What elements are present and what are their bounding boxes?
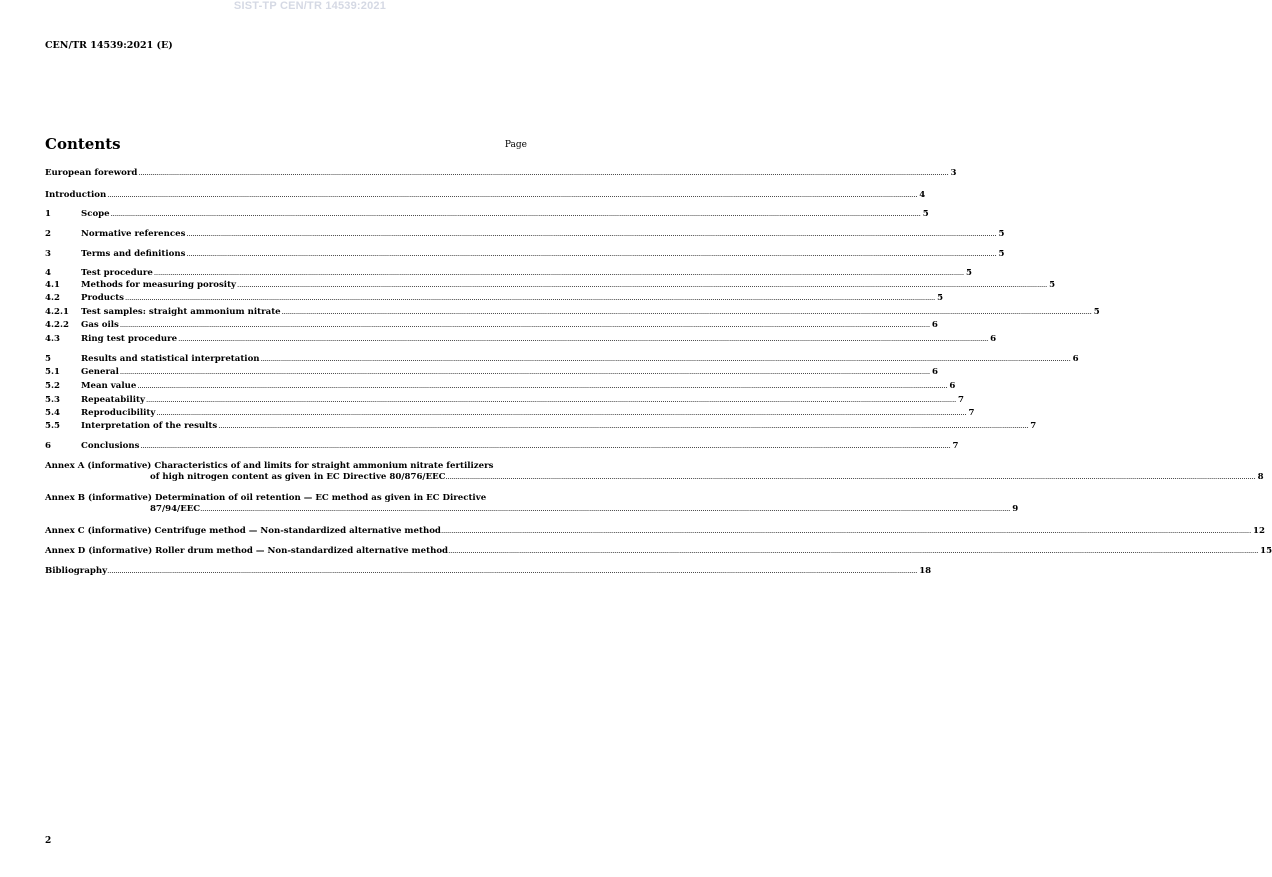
leader-dots: ................................................................................................................................................................................................................................................................................................................................................................................................................ <box>140 442 951 450</box>
toc-entry-title: Scope <box>81 209 110 219</box>
leader-dots: ................................................................................................................................................................................................................................................................................................................................................................................................................ <box>178 335 989 343</box>
toc-entry[interactable] <box>45 249 1005 260</box>
toc-entry-title: Reproducibility <box>81 408 156 418</box>
toc-entry-page: 5 <box>937 293 944 303</box>
toc-entry-title: General <box>81 367 119 377</box>
toc-entry-page: 7 <box>958 395 964 405</box>
leader-dots: ................................................................................................................................................................................................................................................................................................................................................................................................................ <box>448 547 1259 555</box>
toc-entry-page: 9 <box>1012 504 1019 514</box>
toc-entry[interactable] <box>45 190 926 201</box>
toc-entry-number: 4 <box>45 268 51 278</box>
toc-entry-page: 15 <box>1260 546 1272 556</box>
toc-entry-number: 5.4 <box>45 408 60 418</box>
leader-dots: ................................................................................................................................................................................................................................................................................................................................................................................................................ <box>125 294 936 302</box>
toc-entry-number: 5 <box>45 354 51 364</box>
toc-entry-page: 5 <box>1093 307 1100 317</box>
toc-entry-number: 5.2 <box>45 381 60 391</box>
toc-entry-number: 4.3 <box>45 334 60 344</box>
leader-dots: ................................................................................................................................................................................................................................................................................................................................................................................................................ <box>218 422 1029 430</box>
toc-annex-entry[interactable] <box>45 526 1265 537</box>
toc-entry-page: 7 <box>968 408 975 418</box>
annex-title-line: Annex C (informative) Centrifuge method — Non-standardized alternative method <box>45 526 441 536</box>
toc-entry-title: Conclusions <box>81 441 140 451</box>
toc-entry-title: Terms and definitions <box>81 249 186 259</box>
toc-entry-page: 5 <box>922 209 929 219</box>
toc-entry-title: Introduction <box>45 190 107 200</box>
annex-title-line: Annex B (informative) Determination of oil retention — EC method as given in EC Directive <box>45 493 487 503</box>
annex-title-continuation: 87/94/EEC <box>150 504 201 514</box>
toc-entry[interactable] <box>45 334 997 345</box>
toc-entry-number: 1 <box>45 209 51 219</box>
toc-entry-title: Methods for measuring porosity <box>81 280 237 290</box>
toc-entry[interactable] <box>45 307 1100 318</box>
toc-entry-title: European foreword <box>45 168 138 178</box>
toc-entry-number: 5.3 <box>45 395 60 405</box>
toc-entry-number: 3 <box>45 249 51 259</box>
toc-entry-title: Test samples: straight ammonium nitrate <box>81 307 281 317</box>
contents-title: Contents <box>45 135 121 153</box>
toc-entry-page: 5 <box>1049 280 1056 290</box>
toc-entry-title: Repeatability <box>81 395 145 405</box>
leader-dots: ................................................................................................................................................................................................................................................................................................................................................................................................................ <box>145 396 957 404</box>
toc-entry-title: Normative references <box>81 229 186 239</box>
toc-entry-title: Results and statistical interpretation <box>81 354 260 364</box>
toc-entry[interactable] <box>45 168 957 179</box>
leader-dots: ................................................................................................................................................................................................................................................................................................................................................................................................................ <box>186 230 997 238</box>
toc-entry-number: 4.1 <box>45 280 60 290</box>
leader-dots: ................................................................................................................................................................................................................................................................................................................................................................................................................ <box>119 321 930 329</box>
toc-entry-number: 6 <box>45 441 51 451</box>
toc-entry[interactable] <box>45 229 1005 240</box>
toc-entry[interactable] <box>45 280 1056 291</box>
leader-dots: ................................................................................................................................................................................................................................................................................................................................................................................................................ <box>107 191 918 199</box>
toc-entry[interactable] <box>45 354 1079 365</box>
leader-dots: ................................................................................................................................................................................................................................................................................................................................................................................................................ <box>281 308 1092 316</box>
leader-dots: ................................................................................................................................................................................................................................................................................................................................................................................................................ <box>107 567 918 575</box>
toc-entry-number: 2 <box>45 229 51 239</box>
toc-entry[interactable] <box>45 421 1037 432</box>
toc-entry-title: Gas oils <box>81 320 119 330</box>
leader-dots: ................................................................................................................................................................................................................................................................................................................................................................................................................ <box>237 281 1048 289</box>
toc-entry-page: 5 <box>965 268 972 278</box>
toc-entry-number: 4.2.2 <box>45 320 69 330</box>
page-number: 2 <box>45 836 52 846</box>
toc-entry[interactable] <box>45 441 959 452</box>
toc-entry-page: 5 <box>998 229 1005 239</box>
annex-title-line: Bibliography <box>45 566 108 576</box>
leader-dots: ................................................................................................................................................................................................................................................................................................................................................................................................................ <box>186 250 997 258</box>
toc-entry-page: 7 <box>1030 421 1037 431</box>
toc-entry-page: 6 <box>1072 354 1079 364</box>
toc-entry-number: 5.5 <box>45 421 60 431</box>
toc-entry[interactable] <box>45 381 956 392</box>
toc-annex-entry[interactable] <box>45 546 1272 557</box>
toc-entry-title: Test procedure <box>81 268 153 278</box>
toc-entry-page: 5 <box>998 249 1005 259</box>
toc-entry-page: 18 <box>919 566 932 576</box>
toc-entry-page: 3 <box>950 168 957 178</box>
leader-dots: ................................................................................................................................................................................................................................................................................................................................................................................................................ <box>445 473 1256 481</box>
leader-dots: ................................................................................................................................................................................................................................................................................................................................................................................................................ <box>110 210 921 218</box>
toc-entry-page: 7 <box>952 441 959 451</box>
toc-entry[interactable] <box>45 209 929 220</box>
toc-entry-title: Interpretation of the results <box>81 421 218 431</box>
toc-entry-page: 6 <box>931 320 938 330</box>
toc-annex-entry[interactable] <box>45 461 1264 483</box>
toc-entry[interactable] <box>45 320 938 331</box>
toc-entry[interactable] <box>45 268 972 279</box>
leader-dots: ................................................................................................................................................................................................................................................................................................................................................................................................................ <box>156 409 967 417</box>
watermark: SIST-TP CEN/TR 14539:2021 <box>233 0 387 12</box>
annex-title-line: Annex A (informative) Characteristics of and limits for straight ammonium nitrate fertilizers <box>45 461 494 471</box>
toc-entry-page: 4 <box>919 190 926 200</box>
toc-entry[interactable] <box>45 367 938 378</box>
toc-entry-page: 12 <box>1252 526 1265 536</box>
toc-entry-page: 6 <box>990 334 997 344</box>
toc-entry-number: 4.2 <box>45 293 60 303</box>
toc-entry[interactable] <box>45 408 975 419</box>
toc-entry[interactable] <box>45 395 964 406</box>
toc-entry-title: Ring test procedure <box>81 334 178 344</box>
annex-title-continuation: of high nitrogen content as given in EC Directive 80/876/EEC <box>150 472 446 482</box>
leader-dots: ................................................................................................................................................................................................................................................................................................................................................................................................................ <box>440 527 1251 535</box>
toc-entry-page: 6 <box>949 381 956 391</box>
annex-title-line: Annex D (informative) Roller drum method — Non-standardized alternative method <box>45 546 449 556</box>
document-header: CEN/TR 14539:2021 (E) <box>45 40 173 51</box>
toc-annex-entry[interactable] <box>45 493 1019 515</box>
toc-entry-number: 4.2.1 <box>45 307 69 317</box>
page-column-label: Page <box>504 140 527 150</box>
leader-dots: ................................................................................................................................................................................................................................................................................................................................................................................................................ <box>138 169 949 177</box>
toc-annex-entry[interactable] <box>45 566 932 577</box>
toc-entry-page: 8 <box>1257 472 1264 482</box>
leader-dots: ................................................................................................................................................................................................................................................................................................................................................................................................................ <box>200 505 1011 513</box>
toc-entry-number: 5.1 <box>45 367 60 377</box>
toc-entry-title: Mean value <box>81 381 137 391</box>
toc-entry[interactable] <box>45 293 944 304</box>
leader-dots: ................................................................................................................................................................................................................................................................................................................................................................................................................ <box>137 382 948 390</box>
leader-dots: ................................................................................................................................................................................................................................................................................................................................................................................................................ <box>260 355 1071 363</box>
leader-dots: ................................................................................................................................................................................................................................................................................................................................................................................................................ <box>153 269 964 277</box>
toc-entry-title: Products <box>81 293 125 303</box>
toc-entry-page: 6 <box>931 367 938 377</box>
leader-dots: ................................................................................................................................................................................................................................................................................................................................................................................................................ <box>119 368 930 376</box>
